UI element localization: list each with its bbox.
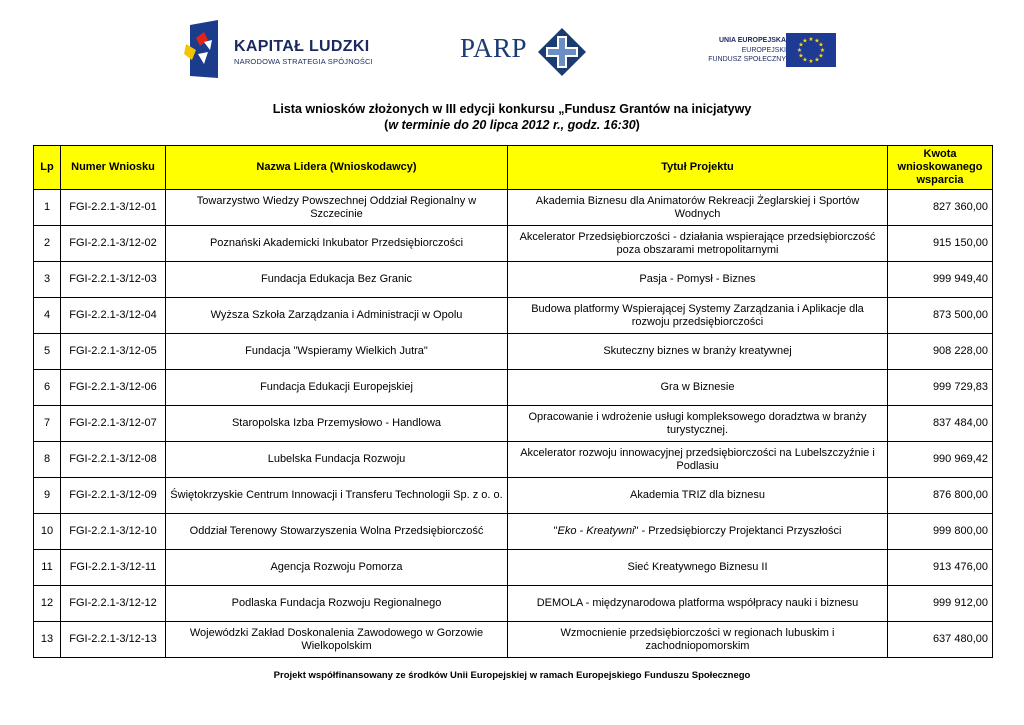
cell-lp: 12 [34, 586, 61, 622]
cell-lider: Fundacja Edukacji Europejskiej [166, 370, 508, 406]
cell-lp: 7 [34, 406, 61, 442]
cell-tytul: Opracowanie i wdrożenie usługi kompleksowego doradztwa w branży turystycznej. [508, 406, 888, 442]
cell-numer: FGI-2.2.1-3/12-01 [61, 190, 166, 226]
applications-table [33, 145, 993, 658]
svg-text:★: ★ [798, 41, 804, 49]
title-line2-italic: w terminie do 20 lipca 2012 r., godz. 16:30 [388, 118, 636, 132]
cell-lp: 3 [34, 262, 61, 298]
cell-lider: Poznański Akademicki Inkubator Przedsiębiorczości [166, 226, 508, 262]
svg-text:★: ★ [796, 47, 803, 54]
cell-tytul-open: " [553, 525, 558, 537]
table-row [34, 442, 993, 478]
svg-text:★: ★ [814, 56, 820, 64]
cell-numer: FGI-2.2.1-3/12-06 [61, 370, 166, 406]
cell-lp: 1 [34, 190, 61, 226]
cell-tytul [508, 514, 888, 550]
cell-tytul: Pasja - Pomysł - Biznes [508, 262, 888, 298]
table-row [34, 334, 993, 370]
cell-lider: Świętokrzyskie Centrum Innowacji i Transferu Technologii Sp. z o. o. [166, 478, 508, 514]
cell-kwota: 827 360,00 [888, 190, 993, 226]
cell-numer: FGI-2.2.1-3/12-07 [61, 406, 166, 442]
header-kwota: Kwota wnioskowanego wsparcia [888, 146, 993, 190]
cell-tytul: Wzmocnienie przedsiębiorczości w regionach lubuskim i zachodniopomorskim [508, 622, 888, 658]
header-lp: Lp [34, 146, 61, 190]
table-row [34, 550, 993, 586]
svg-text:★: ★ [802, 56, 808, 64]
cell-numer: FGI-2.2.1-3/12-09 [61, 478, 166, 514]
kapital-ludzki-name: KAPITAŁ LUDZKI [234, 38, 370, 55]
cell-kwota: 913 476,00 [888, 550, 993, 586]
eu-flag-icon [786, 33, 836, 67]
table-row [34, 478, 993, 514]
cell-tytul: Gra w Biznesie [508, 370, 888, 406]
svg-text:★: ★ [818, 52, 824, 60]
cell-numer: FGI-2.2.1-3/12-05 [61, 334, 166, 370]
cell-lider: Staropolska Izba Przemysłowo - Handlowa [166, 406, 508, 442]
table-header-row [34, 146, 993, 190]
table-row [34, 622, 993, 658]
cell-numer: FGI-2.2.1-3/12-03 [61, 262, 166, 298]
eu-line2: EUROPEJSKI [741, 47, 786, 54]
kapital-ludzki-emblem-icon [182, 20, 232, 80]
cell-lider: Oddział Terenowy Stowarzyszenia Wolna Przedsiębiorczość [166, 514, 508, 550]
title-line2-open: ( [384, 118, 389, 132]
cell-lider: Agencja Rozwoju Pomorza [166, 550, 508, 586]
kapital-ludzki-subtitle: NARODOWA STRATEGIA SPÓJNOŚCI [234, 57, 373, 66]
title-line1: Lista wniosków złożonych w III edycji konkursu „Fundusz Grantów na inicjatywy [272, 102, 752, 116]
cell-numer: FGI-2.2.1-3/12-04 [61, 298, 166, 334]
svg-text:★: ★ [802, 37, 808, 45]
cell-lp: 11 [34, 550, 61, 586]
table-row [34, 226, 993, 262]
title-line2 [0, 117, 1024, 133]
cell-tytul: Akcelerator Przedsiębiorczości - działania wspierające przedsiębiorczość poza obszarami metropolitarnymi [508, 226, 888, 262]
document-title [0, 101, 1024, 133]
cell-tytul: Sieć Kreatywnego Biznesu II [508, 550, 888, 586]
cell-tytul: Budowa platformy Wspierającej Systemy Zarządzania i Aplikacje dla rozwoju przedsiębiorczości [508, 298, 888, 334]
header-numer: Numer Wniosku [61, 146, 166, 190]
cell-kwota: 990 969,42 [888, 442, 993, 478]
title-line2-close: ) [635, 118, 640, 132]
svg-text:★: ★ [814, 37, 820, 45]
cell-lider: Fundacja Edukacja Bez Granic [166, 262, 508, 298]
eu-line3: FUNDUSZ SPOŁECZNY [708, 56, 786, 63]
parp-name: PARP [460, 33, 528, 63]
cell-kwota: 873 500,00 [888, 298, 993, 334]
table-row [34, 298, 993, 334]
svg-text:★: ★ [798, 52, 804, 60]
cell-kwota: 876 800,00 [888, 478, 993, 514]
cell-kwota: 915 150,00 [888, 226, 993, 262]
cell-kwota: 999 729,83 [888, 370, 993, 406]
cell-numer: FGI-2.2.1-3/12-10 [61, 514, 166, 550]
cell-lider: Wojewódzki Zakład Doskonalenia Zawodowego w Gorzowie Wielkopolskim [166, 622, 508, 658]
cell-tytul: Skuteczny biznes w branży kreatywnej [508, 334, 888, 370]
cell-kwota: 999 800,00 [888, 514, 993, 550]
cell-lider: Fundacja "Wspieramy Wielkich Jutra" [166, 334, 508, 370]
cell-lp: 5 [34, 334, 61, 370]
cell-kwota: 908 228,00 [888, 334, 993, 370]
cell-tytul-italic: Eko - Kreatywni [557, 525, 635, 537]
header-logos [0, 0, 1024, 95]
cell-lider: Lubelska Fundacja Rozwoju [166, 442, 508, 478]
cell-numer: FGI-2.2.1-3/12-11 [61, 550, 166, 586]
cell-lp: 2 [34, 226, 61, 262]
cell-lider: Podlaska Fundacja Rozwoju Regionalnego [166, 586, 508, 622]
svg-text:★: ★ [808, 58, 814, 65]
parp-logo [460, 28, 590, 78]
table-row [34, 262, 993, 298]
cell-tytul: DEMOLA - międzynarodowa platforma współpracy nauki i biznesu [508, 586, 888, 622]
cell-tytul: Akcelerator rozwoju innowacyjnej przedsiębiorczości na Lubelszczyźnie i Podlasiu [508, 442, 888, 478]
svg-text:★: ★ [808, 36, 814, 43]
cell-lp: 10 [34, 514, 61, 550]
cell-tytul-rest: " - Przedsiębiorczy Projektanci Przyszłości [634, 525, 842, 537]
cell-lp: 13 [34, 622, 61, 658]
cell-kwota: 837 484,00 [888, 406, 993, 442]
table-row [34, 370, 993, 406]
table-row [34, 586, 993, 622]
cell-lp: 6 [34, 370, 61, 406]
header-tytul: Tytuł Projektu [508, 146, 888, 190]
cell-kwota: 999 912,00 [888, 586, 993, 622]
table-row [34, 190, 993, 226]
parp-emblem-icon [538, 28, 586, 76]
cell-kwota: 999 949,40 [888, 262, 993, 298]
footer-cofinancing-note: Projekt współfinansowany ze środków Unii Europejskiej w ramach Europejskiego Funduszu Społecznego [273, 670, 751, 681]
kapital-ludzki-logo [182, 20, 382, 80]
table-row [34, 514, 993, 550]
cell-lider: Wyższa Szkoła Zarządzania i Administracji w Opolu [166, 298, 508, 334]
eu-efs-logo [700, 31, 840, 71]
eu-stars-icon [786, 33, 836, 67]
cell-numer: FGI-2.2.1-3/12-13 [61, 622, 166, 658]
header-lider: Nazwa Lidera (Wnioskodawcy) [166, 146, 508, 190]
svg-text:★: ★ [818, 41, 824, 49]
cell-tytul: Akademia Biznesu dla Animatorów Rekreacji Żeglarskiej i Sportów Wodnych [508, 190, 888, 226]
cell-lp: 9 [34, 478, 61, 514]
cell-numer: FGI-2.2.1-3/12-02 [61, 226, 166, 262]
cell-lp: 4 [34, 298, 61, 334]
cell-kwota: 637 480,00 [888, 622, 993, 658]
eu-line1: UNIA EUROPEJSKA [718, 37, 786, 44]
cell-tytul: Akademia TRIZ dla biznesu [508, 478, 888, 514]
cell-numer: FGI-2.2.1-3/12-08 [61, 442, 166, 478]
svg-text:★: ★ [819, 47, 826, 54]
cell-numer: FGI-2.2.1-3/12-12 [61, 586, 166, 622]
cell-lp: 8 [34, 442, 61, 478]
cell-lider: Towarzystwo Wiedzy Powszechnej Oddział Regionalny w Szczecinie [166, 190, 508, 226]
table-row [34, 406, 993, 442]
